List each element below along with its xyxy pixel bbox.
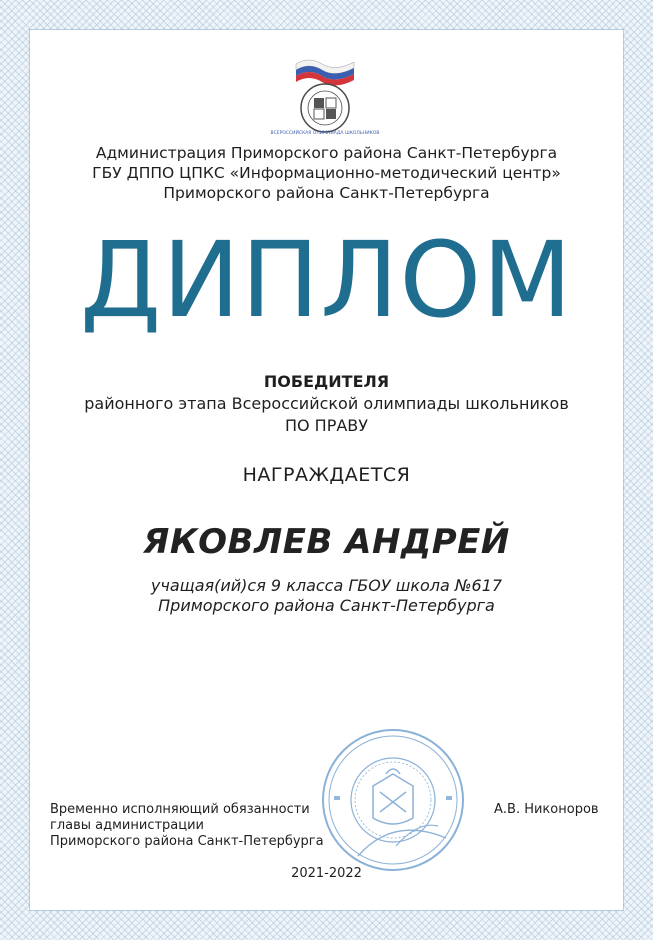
award-subject: ПО ПРАВУ [284, 416, 369, 435]
recipient-school: учащая(ий)ся 9 класса ГБОУ школа №617 [150, 576, 503, 595]
recipient-name: ЯКОВЛЕВ АНДРЕЙ [143, 522, 510, 562]
emblem-text: ВСЕРОССИЙСКАЯ ОЛИМПИАДА ШКОЛЬНИКОВ [270, 131, 380, 136]
signatory-name: А.В. Никоноров [494, 802, 599, 817]
official-seal-icon [318, 726, 468, 874]
diploma-title: ДИПЛОМ [79, 219, 574, 341]
academic-year: 2021-2022 [291, 866, 362, 881]
signatory-role-line3: Приморского района Санкт-Петербурга [50, 834, 324, 849]
award-status: ПОБЕДИТЕЛЯ [263, 372, 390, 391]
header-line-institution: ГБУ ДППО ЦПКС «Информационно-методический центр» [92, 164, 561, 182]
awarded-label: НАГРАЖДАЕТСЯ [242, 464, 411, 486]
recipient-district: Приморского района Санкт-Петербурга [158, 596, 495, 615]
signatory-role-line2: главы администрации [50, 818, 205, 833]
header-line-district: Приморского района Санкт-Петербурга [163, 184, 490, 202]
olympiad-emblem-icon [270, 50, 380, 136]
header-line-administration: Администрация Приморского района Санкт-Петербурга [95, 144, 558, 162]
signatory-role-line1: Временно исполняющий обязанности [50, 802, 310, 817]
award-stage: районного этапа Всероссийской олимпиады школьников [84, 394, 569, 413]
